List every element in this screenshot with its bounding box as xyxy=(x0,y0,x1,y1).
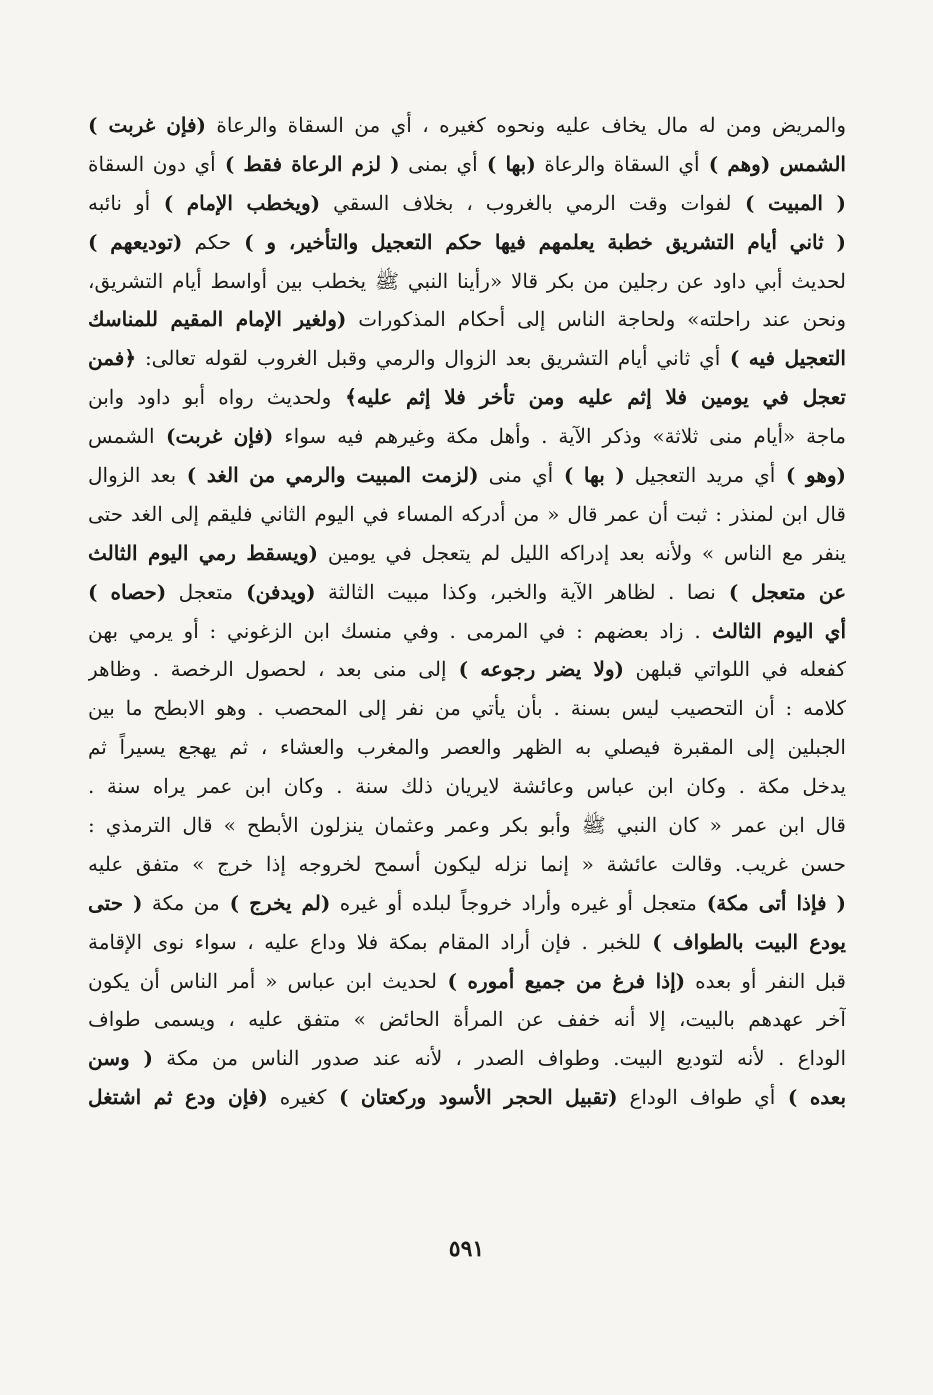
commentary-text: لفوات وقت الرمي بالغروب ، بخلاف السقي xyxy=(320,190,732,215)
commentary-text: أي منى xyxy=(478,463,554,488)
text-line xyxy=(88,1039,846,1078)
commentary-text: متعجل xyxy=(166,579,234,604)
commentary-text: أي بمنى xyxy=(399,151,478,176)
bold-matn-text: أي اليوم الثالث xyxy=(700,618,846,643)
text-line xyxy=(88,767,846,806)
commentary-text: آخر عهدهم بالبيت، إلا أنه خفف عن المرأة الحائض » متفق عليه ، ويسمى طواف xyxy=(88,1007,846,1032)
bold-matn-text: (وهم ) xyxy=(699,151,771,176)
commentary-text: يدخل مكة . وكان ابن عباس وعائشة لايريان ذلك سنة . وكان ابن عمر يراه سنة . xyxy=(88,774,846,799)
commentary-text: من مكة xyxy=(142,890,220,915)
commentary-text: كفعله في اللواتي قبلهن xyxy=(623,657,846,682)
text-line xyxy=(88,456,846,495)
commentary-text: . زاد بعضهم : في المرمى . وفي منسك ابن الزغوني : أو يرمي بهن xyxy=(88,618,701,643)
text-line xyxy=(88,845,846,884)
text-line xyxy=(88,923,846,962)
bold-matn-text: ( لزم الرعاة فقط ) xyxy=(215,151,400,176)
text-line xyxy=(88,534,846,573)
text-line xyxy=(88,884,846,923)
bold-matn-text: (فإن غربت ) xyxy=(88,113,206,137)
commentary-text: أي طواف الوداع xyxy=(617,1085,776,1110)
bold-matn-text: (إذا فرغ من جميع أموره ) xyxy=(436,968,686,993)
text-line xyxy=(88,300,846,339)
bold-matn-text: (فإن ودع ثم اشتغل xyxy=(88,1085,268,1110)
text-line xyxy=(88,728,846,767)
commentary-text: أي ثاني أيام التشريق بعد الزوال والرمي وقبل الغروب لقوله تعالى: xyxy=(136,346,721,371)
bold-matn-text: (ويخطب الإمام ) xyxy=(150,190,321,215)
text-line xyxy=(88,184,846,223)
text-line xyxy=(88,612,846,651)
commentary-text: أي دون السقاة xyxy=(88,151,216,176)
commentary-text: حسن غريب. وقالت عائشة « إنما نزله ليكون أسمح لخروجه إذا خرج » متفق عليه xyxy=(88,851,846,876)
text-line xyxy=(88,339,846,378)
commentary-text: أي السقاة والرعاة xyxy=(535,151,700,176)
commentary-text: كلامه : أن التحصيب ليس بسنة . بأن يأتي من نفر إلى المحصب . وهو الابطح ما بين xyxy=(88,696,846,721)
bold-matn-text: (ولغير الإمام المقيم للمناسك xyxy=(88,307,347,332)
text-line xyxy=(88,650,846,689)
commentary-text: قبل النفر أو بعده xyxy=(685,968,846,993)
bold-matn-text: (حصاه ) xyxy=(88,579,167,604)
bold-matn-text: الشمس xyxy=(770,151,846,176)
commentary-text: حكم xyxy=(182,229,232,254)
commentary-text: أي مريد التعجيل xyxy=(624,463,776,488)
bold-matn-text: ( ثاني أيام التشريق خطبة يعلمهم فيها حكم التعجيل والتأخير، و ) xyxy=(231,229,846,254)
commentary-text: للخبر . فإن أراد المقام بمكة فلا وداع عليه ، سواء نوى الإقامة xyxy=(88,929,642,954)
text-line xyxy=(88,417,846,456)
commentary-text: ماجة «أيام منى ثلاثة» وذكر الآية . وأهل مكة وغيرهم فيه سواء xyxy=(273,424,846,449)
commentary-text: ولحديث رواه أبو داود وابن xyxy=(88,385,332,410)
commentary-text: قال ابن لمنذر : ثبت أن عمر قال « من أدركه المساء في اليوم الثاني فليقم إلى الغد حتى xyxy=(88,501,846,526)
body-text xyxy=(88,106,846,1117)
text-line xyxy=(88,145,846,184)
commentary-text: بعد الزوال xyxy=(88,463,177,488)
bold-matn-text: (توديعهم ) xyxy=(88,229,183,254)
bold-matn-text: التعجيل فيه ) xyxy=(720,346,846,371)
page-number: ٥٩١ xyxy=(448,1236,485,1262)
bold-matn-text: عن متعجل ) xyxy=(715,579,846,604)
bold-matn-text: (ولا يضر رجوعه ) xyxy=(446,657,624,682)
bold-matn-text: ( فإذا أتى مكة) xyxy=(696,890,846,915)
text-line xyxy=(88,1078,846,1117)
bold-matn-text: تعجل في يومين فلا إثم عليه ومن تأخر فلا إثم عليه﴾ xyxy=(331,385,846,410)
text-line xyxy=(88,223,846,262)
bold-matn-text: ( وسن xyxy=(88,1046,153,1071)
bold-matn-text: (وهو ) xyxy=(775,463,846,488)
commentary-text: ونحن عند راحلته» ولحاجة الناس إلى أحكام المذكورات xyxy=(346,307,846,332)
text-line xyxy=(88,1000,846,1039)
bold-matn-text: (بها ) xyxy=(477,151,536,176)
commentary-text: ينفر مع الناس » ولأنه بعد إدراكه الليل لم يتعجل في يومين xyxy=(317,540,846,565)
text-line xyxy=(88,106,846,145)
bold-matn-text: بعده ) xyxy=(775,1085,846,1110)
commentary-text: والمريض ومن له مال يخاف عليه ونحوه كغيره ، أي من السقاة والرعاة xyxy=(206,113,846,137)
commentary-text: الوداع . لأنه لتوديع البيت. وطواف الصدر ، لأنه عند صدور الناس من مكة xyxy=(153,1046,846,1071)
bold-matn-text: (تقبيل الحجر الأسود وركعتان ) xyxy=(326,1085,618,1110)
text-line xyxy=(88,962,846,1001)
commentary-text: نصا . لظاهر الآية والخبر، وكذا مبيت الثالثة xyxy=(315,579,716,604)
bold-matn-text: ( حتى xyxy=(88,890,143,915)
commentary-text: كغيره xyxy=(267,1085,327,1110)
commentary-text: إلى منى بعد ، لحصول الرخصة . وظاهر xyxy=(88,657,447,682)
bold-matn-text: ( المبيت ) xyxy=(731,190,846,215)
bold-matn-text: (ويدفن) xyxy=(233,579,316,604)
commentary-text: لحديث أبي داود عن رجلين من بكر قالا «رأينا النبي ﷺ يخطب بين أواسط أيام التشريق، xyxy=(88,268,846,293)
bold-matn-text: يودع البيت بالطواف ) xyxy=(641,929,846,954)
bold-matn-text: (فإن غربت) xyxy=(154,424,274,449)
bold-matn-text: ( بها ) xyxy=(553,463,625,488)
commentary-text: قال ابن عمر « كان النبي ﷺ وأبو بكر وعمر وعثمان ينزلون الأبطح » قال الترمذي : xyxy=(88,813,846,838)
bold-matn-text: (ويسقط رمي اليوم الثالث xyxy=(88,540,318,565)
bold-matn-text: (لم يخرج ) xyxy=(219,890,331,915)
bold-matn-text: (لزمت المبيت والرمي من الغد ) xyxy=(176,463,479,488)
commentary-text: لحديث ابن عباس « أمر الناس أن يكون xyxy=(88,968,437,993)
commentary-text: الشمس xyxy=(88,424,155,449)
commentary-text: أو نائبه xyxy=(88,190,151,215)
text-line xyxy=(88,262,846,301)
text-line xyxy=(88,806,846,845)
text-line xyxy=(88,689,846,728)
commentary-text: متعجل أو غيره وأراد خروجاً لبلده أو غيره xyxy=(330,890,697,915)
commentary-text: الجبلين إلى المقبرة فيصلي به الظهر والعصر والمغرب والعشاء ، ثم يهجع يسيراً ثم xyxy=(88,735,846,760)
bold-matn-text: ﴿فمن xyxy=(88,346,137,371)
text-line xyxy=(88,495,846,534)
text-line xyxy=(88,378,846,417)
text-line xyxy=(88,573,846,612)
